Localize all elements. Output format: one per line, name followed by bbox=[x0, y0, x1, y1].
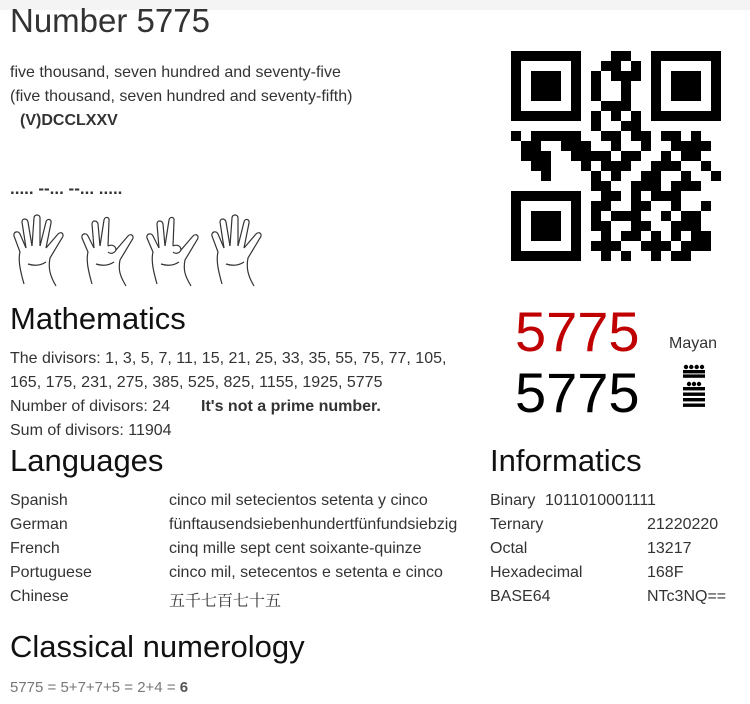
binary-value: 1011010001111 bbox=[545, 492, 656, 509]
languages-heading: Languages bbox=[10, 443, 164, 478]
hand-five-icon bbox=[10, 214, 74, 288]
ordinal-words: (five thousand, seven hundred and seventy-fifth) bbox=[10, 88, 353, 105]
numerology-heading: Classical numerology bbox=[10, 629, 305, 664]
numerology-equation bbox=[10, 679, 188, 696]
ternary-value: 21220220 bbox=[647, 516, 719, 533]
divisors-line-2: 165, 175, 231, 275, 385, 525, 825, 1155, 1925, 5775 bbox=[10, 374, 383, 391]
prime-status: It's not a prime number. bbox=[201, 398, 381, 415]
informatics-heading: Informatics bbox=[490, 443, 642, 478]
sum-of-divisors: Sum of divisors: 11904 bbox=[10, 422, 172, 439]
mayan-numeral-icon bbox=[683, 364, 705, 410]
numerology-result: 6 bbox=[179, 679, 189, 696]
language-name: Spanish bbox=[10, 492, 68, 509]
mayan-label: Mayan bbox=[669, 335, 718, 352]
hexadecimal-label: Hexadecimal bbox=[490, 564, 583, 581]
octal-value: 13217 bbox=[647, 540, 692, 557]
mathematics-heading: Mathematics bbox=[10, 301, 186, 336]
octal-label: Octal bbox=[490, 540, 528, 557]
number-of-divisors: Number of divisors: 24 bbox=[10, 398, 171, 415]
language-text: cinq mille sept cent soixante-quinze bbox=[169, 540, 422, 557]
language-name: Portuguese bbox=[10, 564, 92, 581]
hand-seven-icon bbox=[78, 214, 142, 288]
page-title: Number 5775 bbox=[10, 2, 210, 39]
language-text: cinco mil setecientos setenta y cinco bbox=[169, 492, 428, 509]
binary-label: Binary bbox=[490, 492, 536, 509]
language-text: 五千七百七十五 bbox=[169, 593, 282, 610]
base64-value: NTc3NQ== bbox=[647, 588, 727, 605]
language-name: Chinese bbox=[10, 588, 69, 605]
hexadecimal-value: 168F bbox=[647, 564, 684, 581]
number-red: 5775 bbox=[515, 300, 640, 363]
roman-numeral: (V)DCCLXXV bbox=[20, 112, 118, 129]
hand-five-icon bbox=[208, 214, 272, 288]
cardinal-words: five thousand, seven hundred and seventy-five bbox=[10, 64, 341, 81]
qr-code-icon bbox=[511, 51, 721, 261]
base64-label: BASE64 bbox=[490, 588, 551, 605]
morse-code: ..... --... --... ..... bbox=[10, 179, 123, 198]
hand-seven-icon bbox=[143, 214, 207, 288]
number-black: 5775 bbox=[515, 361, 640, 424]
numerology-equation-text: 5775 = 5+7+7+5 = 2+4 = bbox=[10, 679, 180, 696]
ternary-label: Ternary bbox=[490, 516, 544, 533]
language-text: cinco mil, setecentos e setenta e cinco bbox=[169, 564, 443, 581]
language-name: German bbox=[10, 516, 68, 533]
divisors-line-1: The divisors: 1, 3, 5, 7, 11, 15, 21, 25, 33, 35, 55, 75, 77, 105, bbox=[10, 350, 447, 367]
language-name: French bbox=[10, 540, 60, 557]
language-text: fünftausendsiebenhundertfünfundsiebzig bbox=[169, 516, 458, 533]
